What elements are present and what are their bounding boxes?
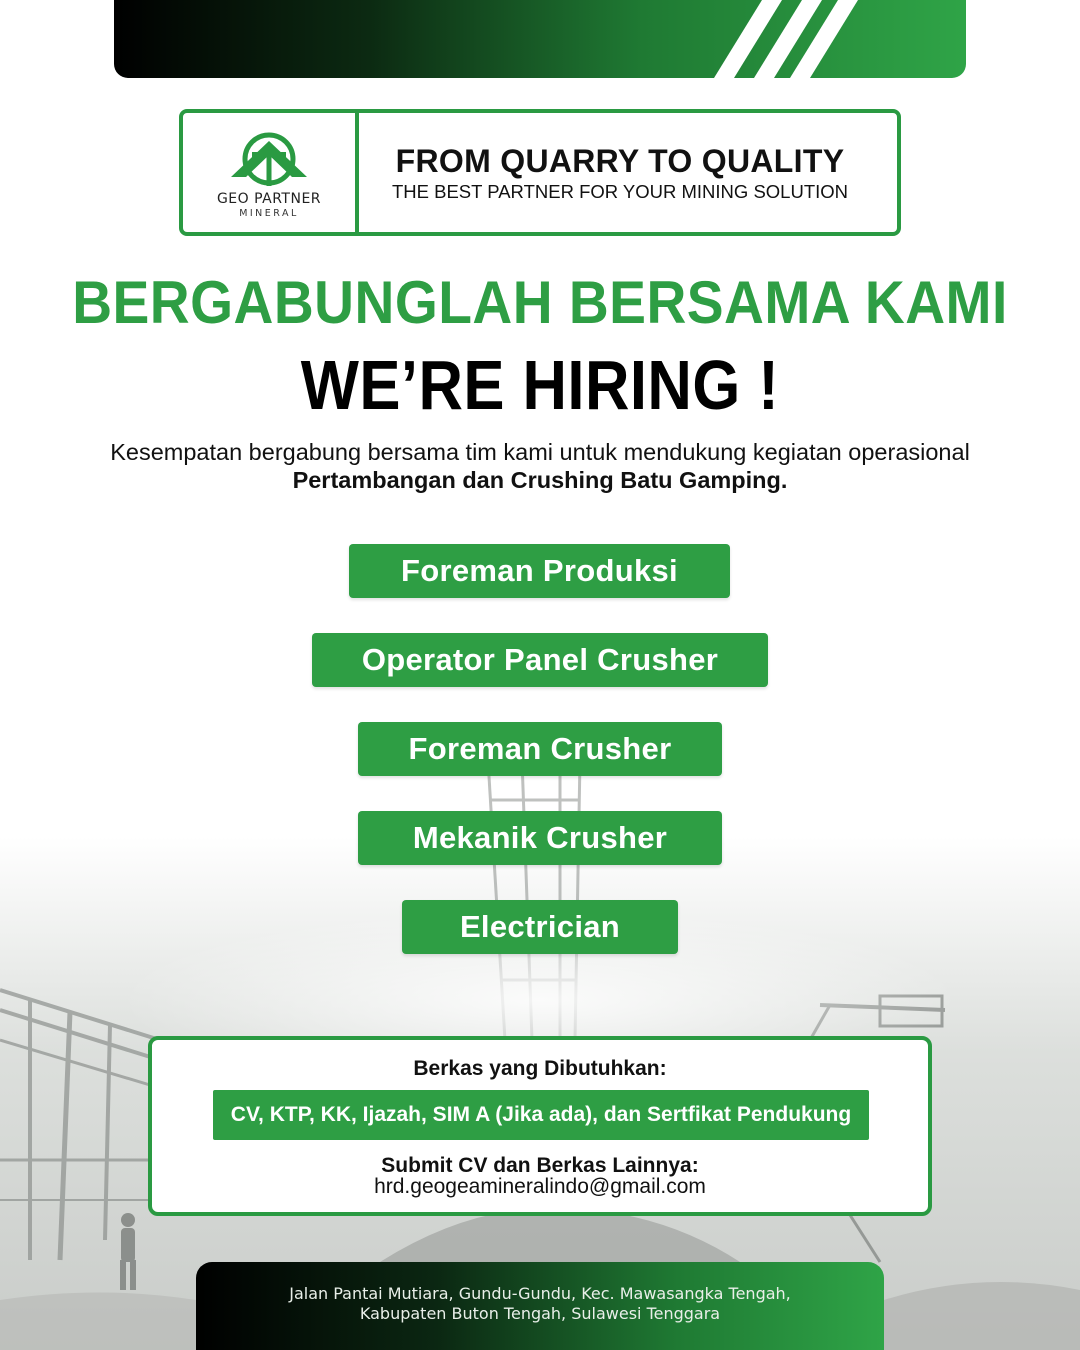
header-box: [179, 109, 901, 236]
tagline-main: FROM QUARRY TO QUALITY: [395, 142, 845, 179]
position-foreman-produksi: Foreman Produksi: [349, 544, 730, 598]
contact-email[interactable]: hrd.geogeamineralindo@gmail.com: [374, 1175, 706, 1198]
address-line-2: Kabupaten Buton Tengah, Sulawesi Tenggara: [359, 1304, 721, 1323]
logo: [183, 113, 359, 232]
address-line-1: Jalan Pantai Mutiara, Gundu-Gundu, Kec. Mawasangka Tengah,: [289, 1284, 791, 1303]
logo-subtitle: MINERAL: [239, 207, 299, 219]
required-documents: CV, KTP, KK, Ijazah, SIM A (Jika ada), dan Sertfikat Pendukung: [213, 1090, 869, 1140]
position-foreman-crusher: Foreman Crusher: [358, 722, 722, 776]
tagline: [359, 113, 897, 232]
requirements-title: Berkas yang Dibutuhkan:: [413, 1057, 667, 1080]
diagonal-stripes-decoration: [114, 0, 966, 78]
position-operator-panel-crusher: Operator Panel Crusher: [312, 633, 768, 687]
mountain-pickaxe-logo-icon: [228, 131, 310, 189]
position-mekanik-crusher: Mekanik Crusher: [358, 811, 722, 865]
intro-line-2: Pertambangan dan Crushing Batu Gamping.: [292, 467, 788, 493]
intro-line-1: Kesempatan bergabung bersama tim kami untuk mendukung kegiatan operasional: [110, 439, 970, 465]
footer-address: [196, 1262, 884, 1350]
headline-hiring: WE’RE HIRING !: [300, 346, 780, 424]
intro-text: [0, 438, 1080, 494]
logo-name: GEO PARTNER: [216, 190, 322, 207]
top-banner: [114, 0, 966, 78]
headline-indonesian: BERGABUNGLAH BERSAMA KAMI: [72, 269, 1008, 336]
tagline-sub: THE BEST PARTNER FOR YOUR MINING SOLUTION: [391, 180, 849, 202]
requirements-box: [148, 1036, 932, 1216]
position-electrician: Electrician: [402, 900, 678, 954]
submit-label: Submit CV dan Berkas Lainnya:: [381, 1154, 699, 1177]
